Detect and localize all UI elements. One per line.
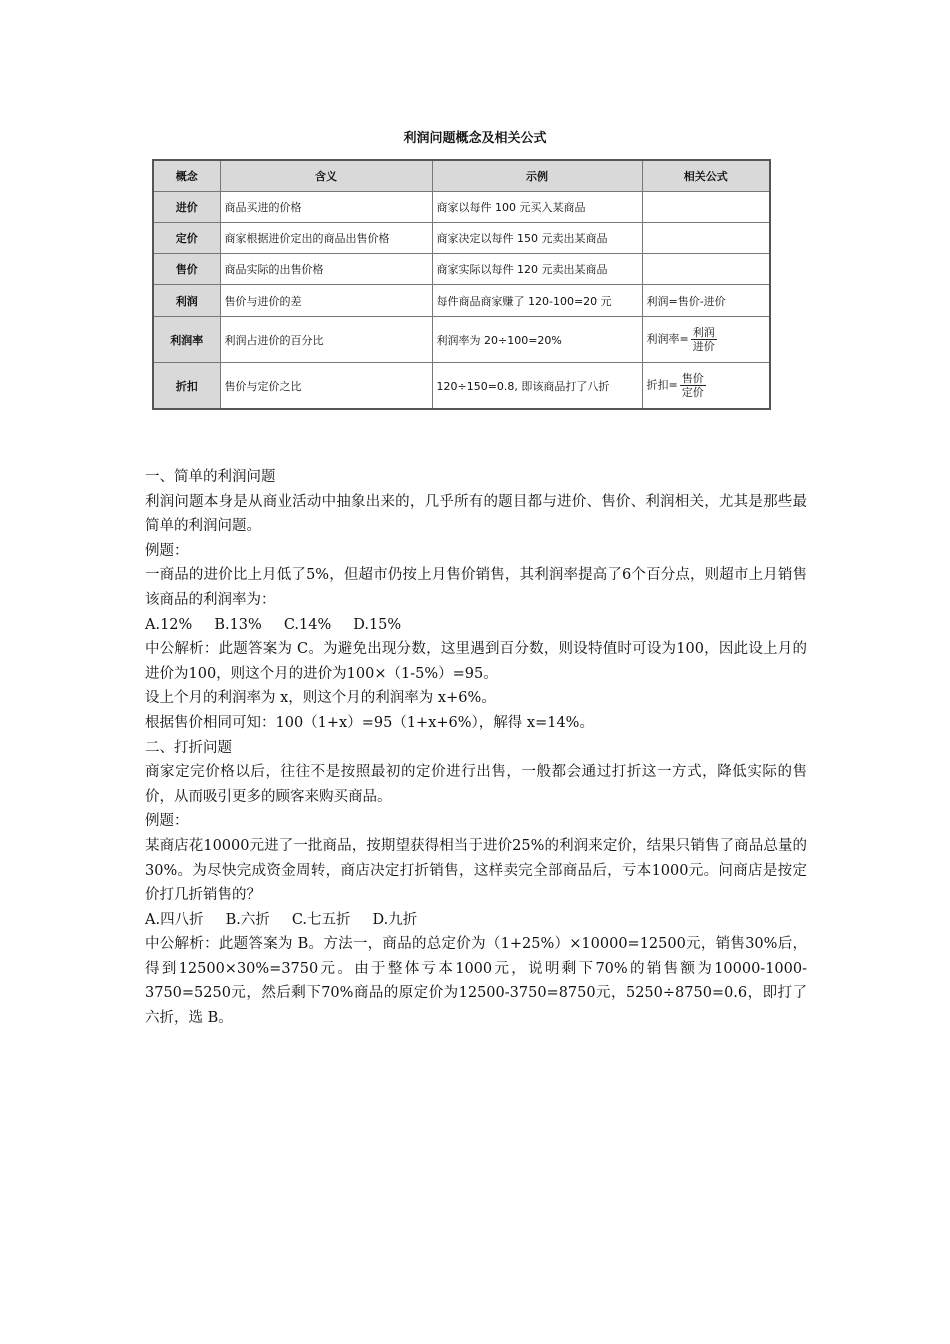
table-row (153, 363, 770, 409)
analysis-text: 设上个月的利润率为 x，则这个月的利润率为 x+6%。 (145, 690, 496, 707)
row-meaning: 售价与定价之比 (220, 363, 432, 409)
table-header-row (153, 160, 770, 192)
article-body (145, 465, 807, 1031)
option: C.14% (283, 616, 332, 633)
row-meaning: 售价与进价的差 (220, 285, 432, 317)
header-concept: 概念 (153, 160, 220, 192)
option: B.六折 (225, 911, 270, 928)
row-example: 120÷150=0.8, 即该商品打了八折 (432, 363, 642, 409)
question-text: 某商店花10000元进了一批商品，按期望获得相当于进价25%的利润来定价，结果只销售了商品总量的30%。为尽快完成资金周转，商店决定打折销售，这样卖完全部商品后，亏本1000元。问商店是按定价打几折销售的？ (145, 837, 807, 904)
option: A.12% (145, 616, 193, 633)
page-title: 利润问题概念及相关公式 (403, 131, 547, 146)
fraction-denominator: 定价 (681, 386, 704, 400)
row-name: 利润 (153, 285, 220, 317)
option: D.九折 (372, 911, 418, 928)
analysis-text: 中公解析：此题答案为 C。为避免出现分数，这里遇到百分数，则设特值时可设为100，因此设上月的进价为100，则这个月的进价为100×（1-5%）=95。 (145, 641, 807, 682)
row-example: 商家决定以每件 150 元卖出某商品 (432, 223, 642, 254)
row-formula (642, 254, 770, 285)
section-heading: 二、打折问题 (145, 739, 232, 756)
option: C.七五折 (291, 911, 351, 928)
row-formula (642, 363, 770, 409)
fraction (680, 372, 706, 399)
header-formula: 相关公式 (642, 160, 770, 192)
row-name: 折扣 (153, 363, 220, 409)
fraction-denominator: 进价 (692, 340, 715, 354)
analysis-text: 根据售价相同可知：100（1+x）=95（1+x+6%），解得 x=14%。 (145, 714, 594, 731)
example-label: 例题： (145, 542, 189, 559)
row-meaning: 利润占进价的百分比 (220, 317, 432, 363)
option: D.15% (353, 616, 402, 633)
row-meaning: 商品买进的价格 (220, 192, 432, 223)
analysis-text: 中公解析：此题答案为 B。方法一，商品的总定价为（1+25%）×10000=12500元，销售30%后，得到12500×30%=3750元。由于整体亏本1000元，说明剩下70%的销售额为10000-1000-3750=5250元，然后剩下70%商品的原定价为12500-3750=8750元，5250÷8750=0.6，即打了六折，选 B。 (145, 936, 807, 1027)
answer-options (145, 613, 807, 638)
header-example: 示例 (432, 160, 642, 192)
row-formula (642, 192, 770, 223)
row-name: 售价 (153, 254, 220, 285)
paragraph: 商家定完价格以后，往往不是按照最初的定价进行出售，一般都会通过打折这一方式，降低实际的售价，从而吸引更多的顾客来购买商品。 (145, 764, 807, 805)
formula-prefix: 折扣= (646, 378, 678, 392)
row-name: 定价 (153, 223, 220, 254)
fraction (691, 326, 717, 353)
concepts-table (152, 159, 771, 410)
table-row (153, 285, 770, 317)
formula-prefix: 利润率= (646, 332, 689, 346)
row-meaning: 商家根据进价定出的商品出售价格 (220, 223, 432, 254)
row-example: 商家实际以每件 120 元卖出某商品 (432, 254, 642, 285)
row-example: 商家以每件 100 元买入某商品 (432, 192, 642, 223)
table-row (153, 317, 770, 363)
row-formula (642, 223, 770, 254)
option: A.四八折 (145, 911, 204, 928)
table-row (153, 254, 770, 285)
row-example: 利润率为 20÷100=20% (432, 317, 642, 363)
paragraph: 利润问题本身是从商业活动中抽象出来的，几乎所有的题目都与进价、售价、利润相关，尤其是那些最简单的利润问题。 (145, 493, 807, 535)
fraction-numerator: 售价 (681, 372, 704, 386)
fraction-numerator: 利润 (692, 326, 715, 340)
header-meaning: 含义 (220, 160, 432, 192)
row-name: 利润率 (153, 317, 220, 363)
example-label: 例题： (145, 813, 189, 830)
row-example: 每件商品商家赚了 120-100=20 元 (432, 285, 642, 317)
row-name: 进价 (153, 192, 220, 223)
row-meaning: 商品实际的出售价格 (220, 254, 432, 285)
answer-options (145, 908, 807, 933)
section-heading: 一、简单的利润问题 (145, 469, 276, 485)
row-formula (642, 317, 770, 363)
table-row (153, 192, 770, 223)
question-text: 一商品的进价比上月低了5%，但超市仍按上月售价销售，其利润率提高了6个百分点，则超市上月销售该商品的利润率为： (145, 567, 807, 608)
row-formula: 利润=售价-进价 (642, 285, 770, 317)
table-row (153, 223, 770, 254)
option: B.13% (214, 616, 262, 633)
